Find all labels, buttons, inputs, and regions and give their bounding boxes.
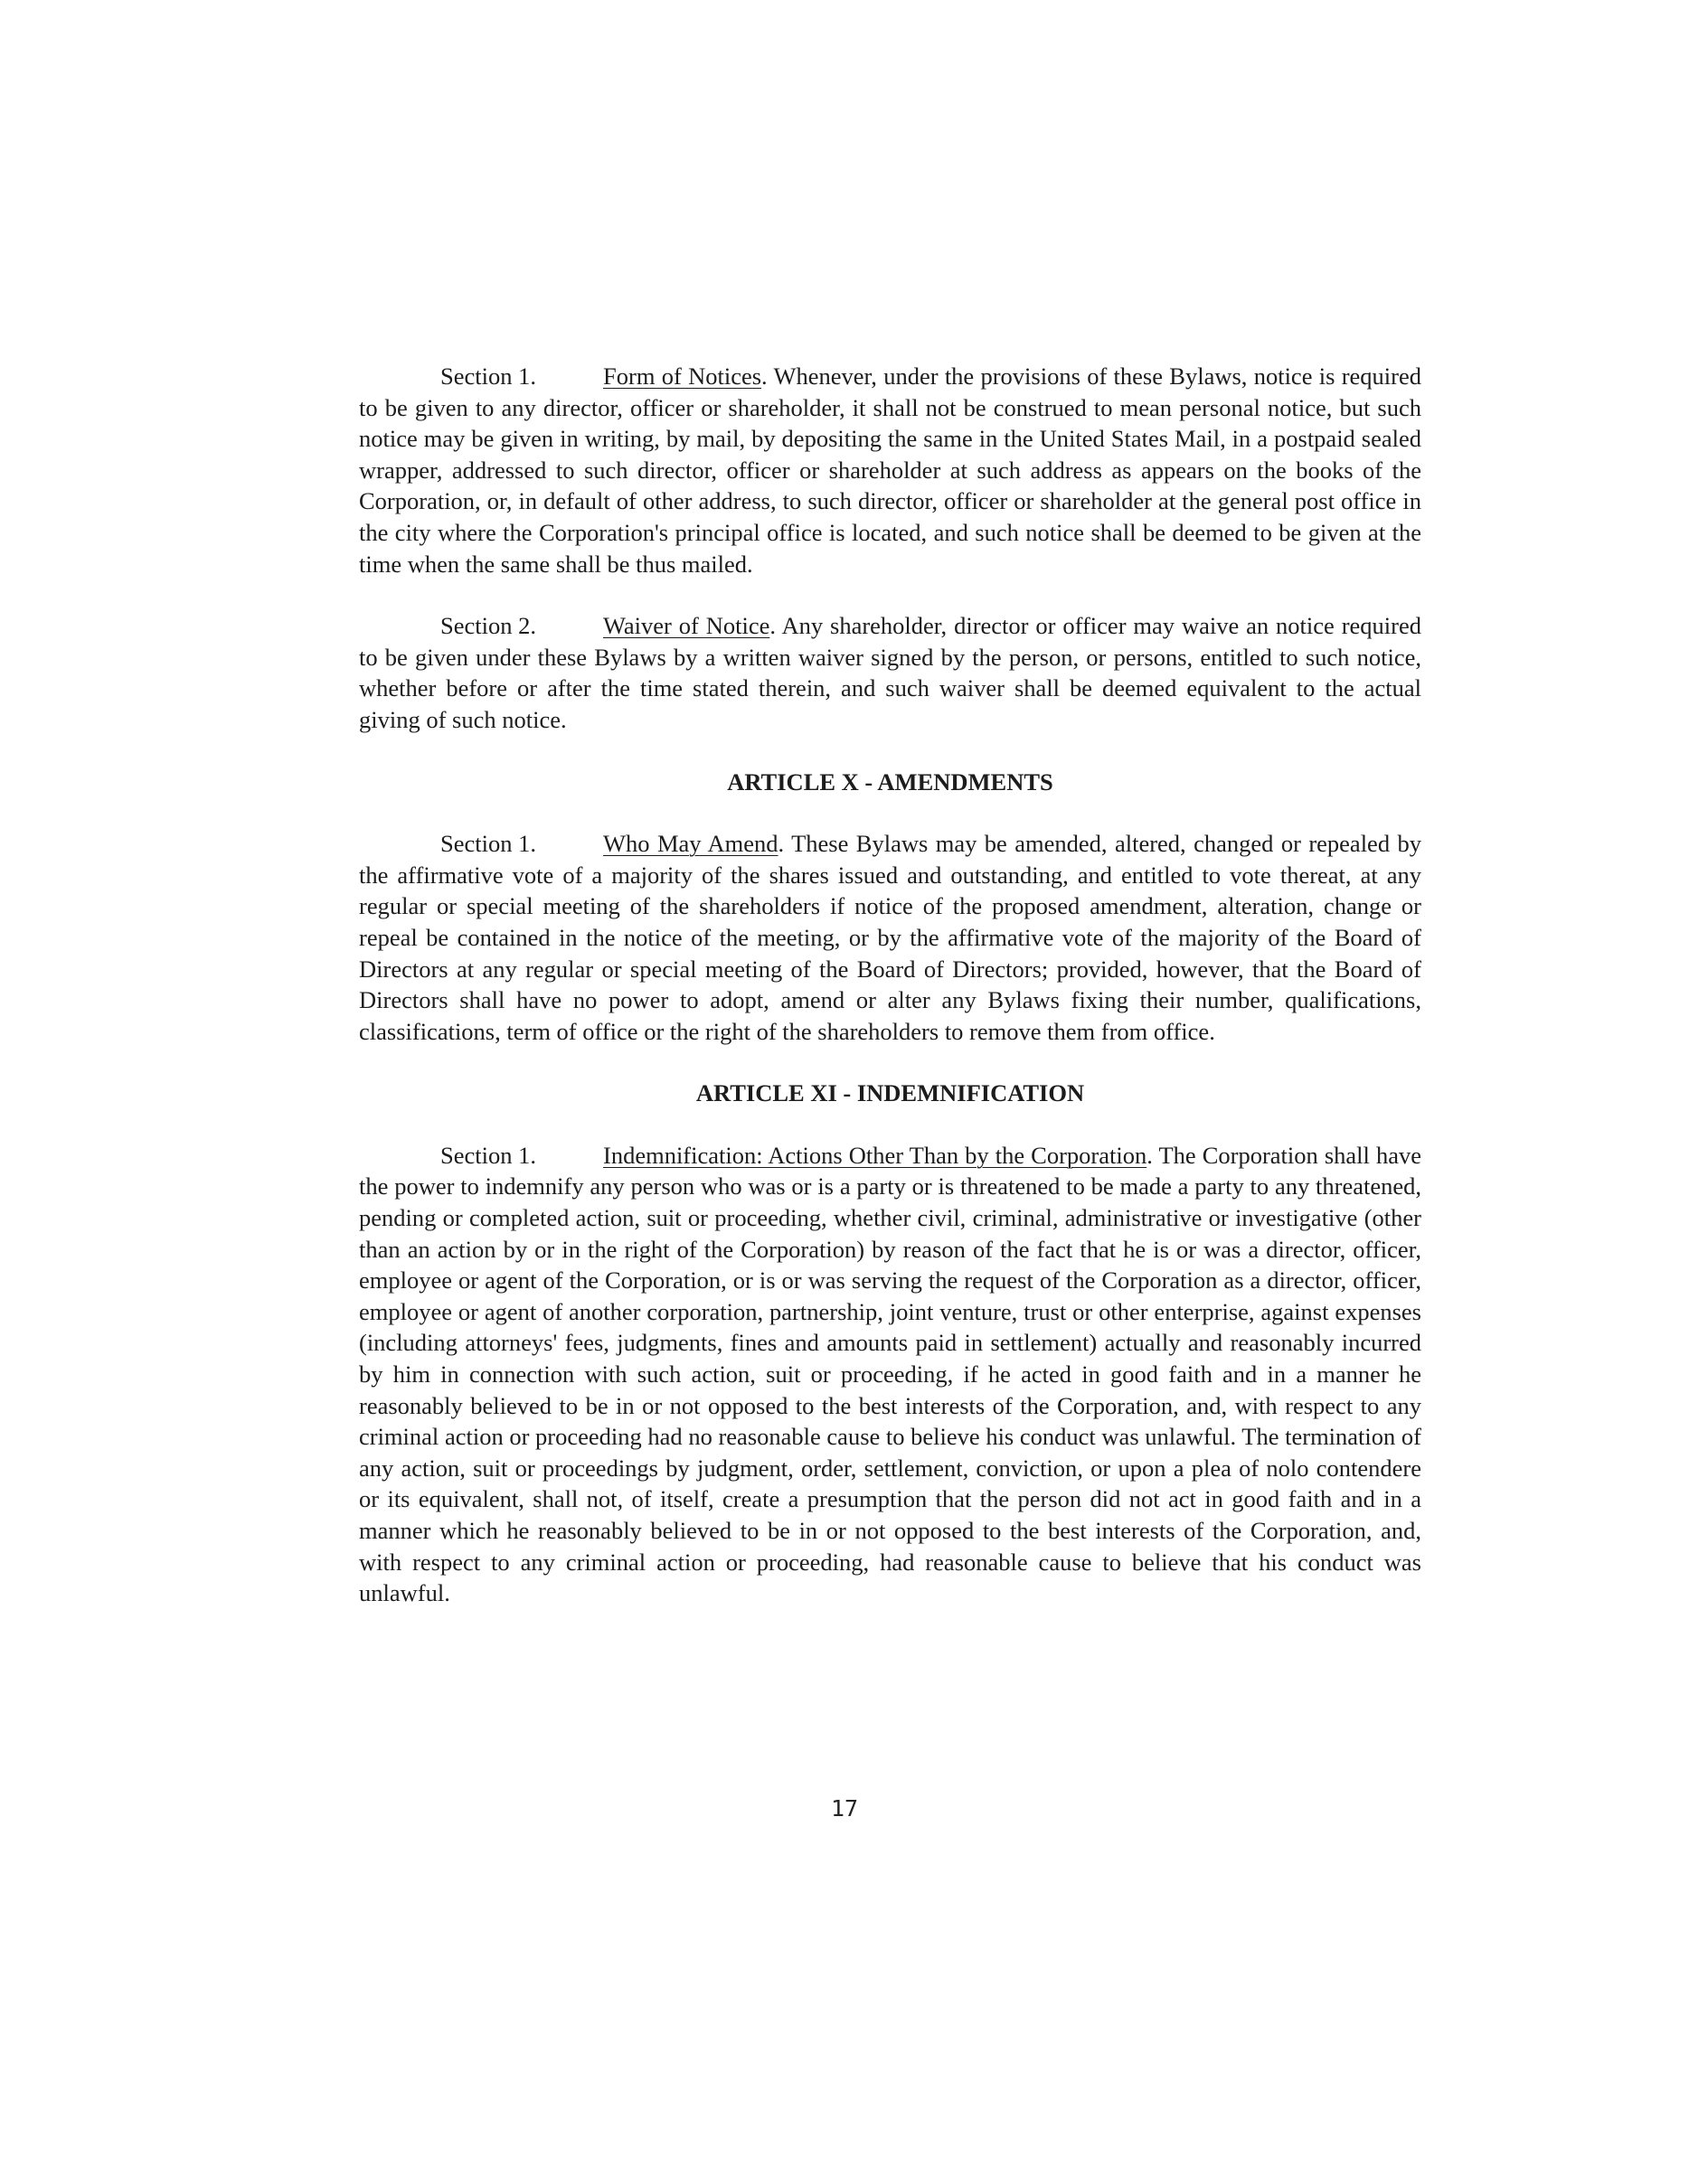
paragraph-gap xyxy=(359,797,1421,828)
section-body: . These Bylaws may be amended, altered, changed or repealed by the affirmative vote of a majority of the shares issued and outstanding, and entitled to vote thereat, at any regular or special meeting of the shareholders if notice of the proposed amendment, alteration, change or repeal be contained in the notice of the meeting, or by the affirmative vote of the majority of the Board of Directors at any regular or special meeting of the Board of Directors; provided, however, that the Board of Directors shall have no power to adopt, amend or alter any Bylaws fixing their number, qualifications, classifications, term of office or the right of the shareholders to remove them from office. xyxy=(359,830,1422,1045)
section-indemnification xyxy=(359,1140,1421,1609)
section-title: Who May Amend xyxy=(603,830,778,858)
section-body: . The Corporation shall have the power to indemnify any person who was or is a party or is threatened to be made a party to any threatened, pending or completed action, suit or proceeding, whether civil, criminal, administrative or investigative (other than an action by or in the right of the Corporation) by reason of the fact that he is or was a director, officer, employee or agent of the Corporation, or is or was serving the request of the Corporation as a director, officer, employee or agent of another corporation, partnership, joint venture, trust or other enterprise, against expenses (including attorneys' fees, judgments, fines and amounts paid in settlement) actually and reasonably incurred by him in connection with such action, suit or proceeding, if he acted in good faith and in a manner he reasonably believed to be in or not opposed to the best interests of the Corporation, and, with respect to any criminal action or proceeding had no reasonable cause to believe his conduct was unlawful. The termination of any action, suit or proceedings by judgment, order, settlement, conviction, or upon a plea of nolo contendere or its equivalent, shall not, of itself, create a presumption that the person did not act in good faith and in a manner which he reasonably believed to be in or not opposed to the best interests of the Corporation, and, with respect to any criminal action or proceeding, had reasonable cause to believe that his conduct was unlawful. xyxy=(359,1141,1421,1607)
section-waiver-of-notice xyxy=(359,610,1421,735)
page-number: 17 xyxy=(830,1795,859,1822)
paragraph-gap xyxy=(359,736,1421,767)
section-label: Section 1. xyxy=(440,362,536,390)
section-body: . Whenever, under the provisions of these Bylaws, notice is required to be given to any director, officer or shareholder, it shall not be construed to mean personal notice, but such notice may be given in writing, by mail, by depositing the same in the United States Mail, in a postpaid sealed wrapper, addressed to such director, officer or shareholder at such address as appears on the books of the Corporation, or, in default of other address, to such director, officer or shareholder at the general post office in the city where the Corporation's principal office is located, and such notice shall be deemed to be given at the time when the same shall be thus mailed. xyxy=(359,362,1421,578)
section-who-may-amend xyxy=(359,828,1421,1047)
article-xi-heading: ARTICLE XI - INDEMNIFICATION xyxy=(695,1079,1085,1107)
paragraph-gap xyxy=(359,579,1421,610)
section-form-of-notices xyxy=(359,361,1421,579)
paragraph-gap xyxy=(359,1047,1421,1078)
paragraph-gap xyxy=(359,1109,1421,1140)
document-page xyxy=(359,361,1421,1609)
section-title: Waiver of Notice xyxy=(603,612,770,640)
section-label: Section 1. xyxy=(440,1141,536,1169)
section-body: . Any shareholder, director or officer may waive an notice required to be given under these Bylaws by a written waiver signed by the person, or persons, entitled to such notice, whether before or after the time stated therein, and such waiver shall be deemed equivalent to the actual giving of such notice. xyxy=(359,612,1422,733)
section-title: Indemnification: Actions Other Than by the Corporation xyxy=(603,1141,1147,1169)
section-label: Section 1. xyxy=(440,830,536,858)
section-title: Form of Notices xyxy=(603,362,762,390)
article-x-heading: ARTICLE X - AMENDMENTS xyxy=(727,767,1053,795)
section-label: Section 2. xyxy=(440,612,536,640)
